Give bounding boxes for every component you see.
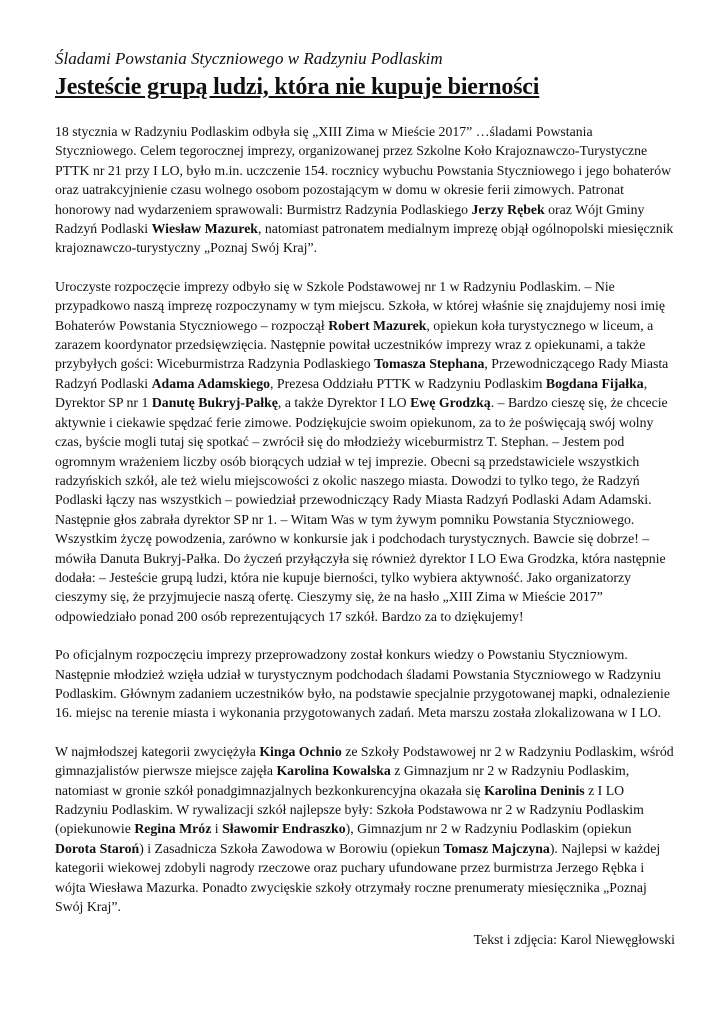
text-run: , a także Dyrektor I LO (277, 395, 411, 411)
text-run: , natomiast patronatem medialnym imprezę objął ogólnopolski miesięcznik krajoznawczo-turystyczny „Poznaj Swój Kraj”. (55, 221, 674, 256)
bold-name: Robert Mazurek (328, 317, 427, 333)
text-run: oraz Wójt Gminy Radzyń Podlaski (55, 201, 645, 237)
paragraph-opening (55, 277, 675, 626)
bold-name: Jerzy Rębek (471, 201, 545, 217)
text-run: z I LO Radzyniu Podlaskim. W rywalizacji szkół najlepsze były: Szkoła Podstawowa nr 2 w Radzyniu Podlaskim (opiekunowie (55, 782, 644, 837)
bold-name: Bogdana Fijałka (545, 375, 644, 391)
text-run: Uroczyste rozpoczęcie imprezy odbyło się w Szkole Podstawowej nr 1 w Radzyniu Podlaskim. – Nie przypadkowo naszą imprezę rozpoczynamy w tym miejscu. Szkoła, w której właśnie się znajdujemy nosi imię Bohaterów Powstania Styczniowego – rozpoczął (55, 278, 665, 333)
paragraph-contest (55, 645, 675, 723)
bold-name: Adama Adamskiego (151, 375, 271, 391)
bold-name: Tomasz Majczyna (443, 840, 550, 856)
text-run: ) i Zasadnicza Szkoła Zawodowa w Borowiu (opiekun (139, 840, 444, 856)
text-run: ze Szkoły Podstawowej nr 2 w Radzyniu Podlaskim, wśród gimnazjalistów pierwsze miejsce zajęła (55, 743, 674, 779)
bold-name: Regina Mróz (134, 821, 212, 837)
bold-name: Wiesław Mazurek (151, 221, 258, 237)
bold-name: Sławomir Endraszko (222, 821, 346, 837)
paragraph-intro (55, 122, 675, 258)
text-run: ). Najlepsi w każdej kategorii wiekowej zdobyli nagrody rzeczowe oraz puchary ufundowane przez burmistrza Jerzego Rębka i wójta Wiesława Mazurka. Ponadto zwycięskie szkoły otrzymały roczne prenumeraty miesięcznika „Poznaj Swój Kraj”. (55, 840, 661, 915)
text-run: i (211, 821, 223, 837)
bold-name: Danutę Bukryj-Pałkę (151, 395, 278, 411)
article-title: Jesteście grupą ludzi, która nie kupuje bierności (55, 74, 540, 100)
article (55, 48, 675, 964)
text-run: , Prezesa Oddziału PTTK w Radzyniu Podlaskim (270, 375, 546, 391)
bold-name: Kinga Ochnio (259, 743, 342, 759)
text-run: , Dyrektor SP nr 1 (55, 375, 648, 411)
bold-name: Karolina Deninis (484, 782, 585, 798)
bold-name: Dorota Staroń (55, 840, 140, 856)
paragraph-results (55, 742, 675, 917)
text-run: 18 stycznia w Radzyniu Podlaskim odbyła się „XIII Zima w Mieście 2017” …śladami Powstania Styczniowego. Celem tegorocznej imprezy, organizowanej przez Szkolne Koło Krajoznawczo-Turystyczne PTTK nr 21 przy I LO, było m.in. uczczenie 154. rocznicy wybuchu Powstania Styczniowego i jego bohaterów oraz uatrakcyjnienie czasu wolnego osobom pozostającym w domu w okresie ferii zimowych. Patronat honorowy nad wydarzeniem sprawowali: Burmistrz Radzynia Podlaskiego (55, 124, 672, 217)
bold-name: Ewę Grodzką (410, 395, 491, 411)
text-run: z Gimnazjum nr 2 w Radzyniu Podlaskim, natomiast w gronie szkół ponadgimnazjalnych bezkonkurencyjna okazała się (55, 763, 630, 798)
article-subtitle: Śladami Powstania Styczniowego w Radzyniu Podlaskim (55, 49, 443, 68)
bold-name: Karolina Kowalska (276, 763, 391, 779)
text-run: ), Gimnazjum nr 2 w Radzyniu Podlaskim (opiekun (345, 821, 632, 837)
text-run: , Przewodniczącego Rady Miasta Radzyń Podlaski (55, 356, 669, 391)
bold-name: Tomasza Stephana (374, 356, 485, 372)
author-credit: Tekst i zdjęcia: Karol Niewęgłowski (473, 932, 675, 948)
text-run: Po oficjalnym rozpoczęciu imprezy przeprowadzony został konkurs wiedzy o Powstaniu Styczniowym. Następnie młodzież wzięła udział w turystycznym podchodach śladami Powstania Styczniowego w Radzyniu Podlaskim. Głównym zadaniem uczestników było, na podstawie specjalnie przygotowanej mapki, odnalezienie 16. miejsc na terenie miasta i wykonania przygotowanych zadań. Meta marszu została zlokalizowana w I LO. (55, 647, 670, 721)
text-run: , opiekun koła turystycznego w liceum, a zarazem koordynator przedsięwzięcia. Następnie powitał uczestników imprezy wraz z opiekunami, a także przybyłych gości: Wiceburmistrza Radzynia Podlaskiego (55, 317, 654, 372)
text-run: . – Bardzo cieszę się, że chcecie aktywnie i ciekawie spędzać ferie zimowe. Podziękujcie swoim opiekunom, za to że poświęcają swój wolny czas, byście mogli tutaj się spotkać – zwrócił się do młodzieży wiceburmistrz T. Stephan. – Jestem pod ogromnym wrażeniem liczby osób biorących udział w tej imprezie. Obecni są przedstawiciele wszystkich radzyńskich szkół, ale też wielu miejscowości z okolic naszego miasta. Dowodzi to tylko tego, że Radzyń Podlaski łączy nas wszystkich – powiedział przewodniczący Rady Miasta Radzyń Podlaski Adam Adamski. Następnie głos zabrała dyrektor SP nr 1. – Witam Was w tym żywym pomniku Powstania Styczniowego. Wszystkim życzę powodzenia, zarówno w konkursie jak i podchodach turystycznych. Bawcie się dobrze! – mówiła Danuta Bukryj-Pałka. Do życzeń przyłączyła się również dyrektor I LO Ewa Grodzka, która następnie dodała: – Jesteście grupą ludzi, która nie kupuje bierności, tylko wybiera aktywność. Jako organizatorzy cieszymy się, że przyjmujecie naszą ofertę. Cieszymy się, że na hasło „XIII Zima w Mieście 2017” odpowiedziało ponad 200 osób reprezentujących 17 szkół. Bardzo za to dziękujemy! (55, 395, 668, 624)
text-run: W najmłodszej kategorii zwyciężyła (55, 743, 260, 759)
